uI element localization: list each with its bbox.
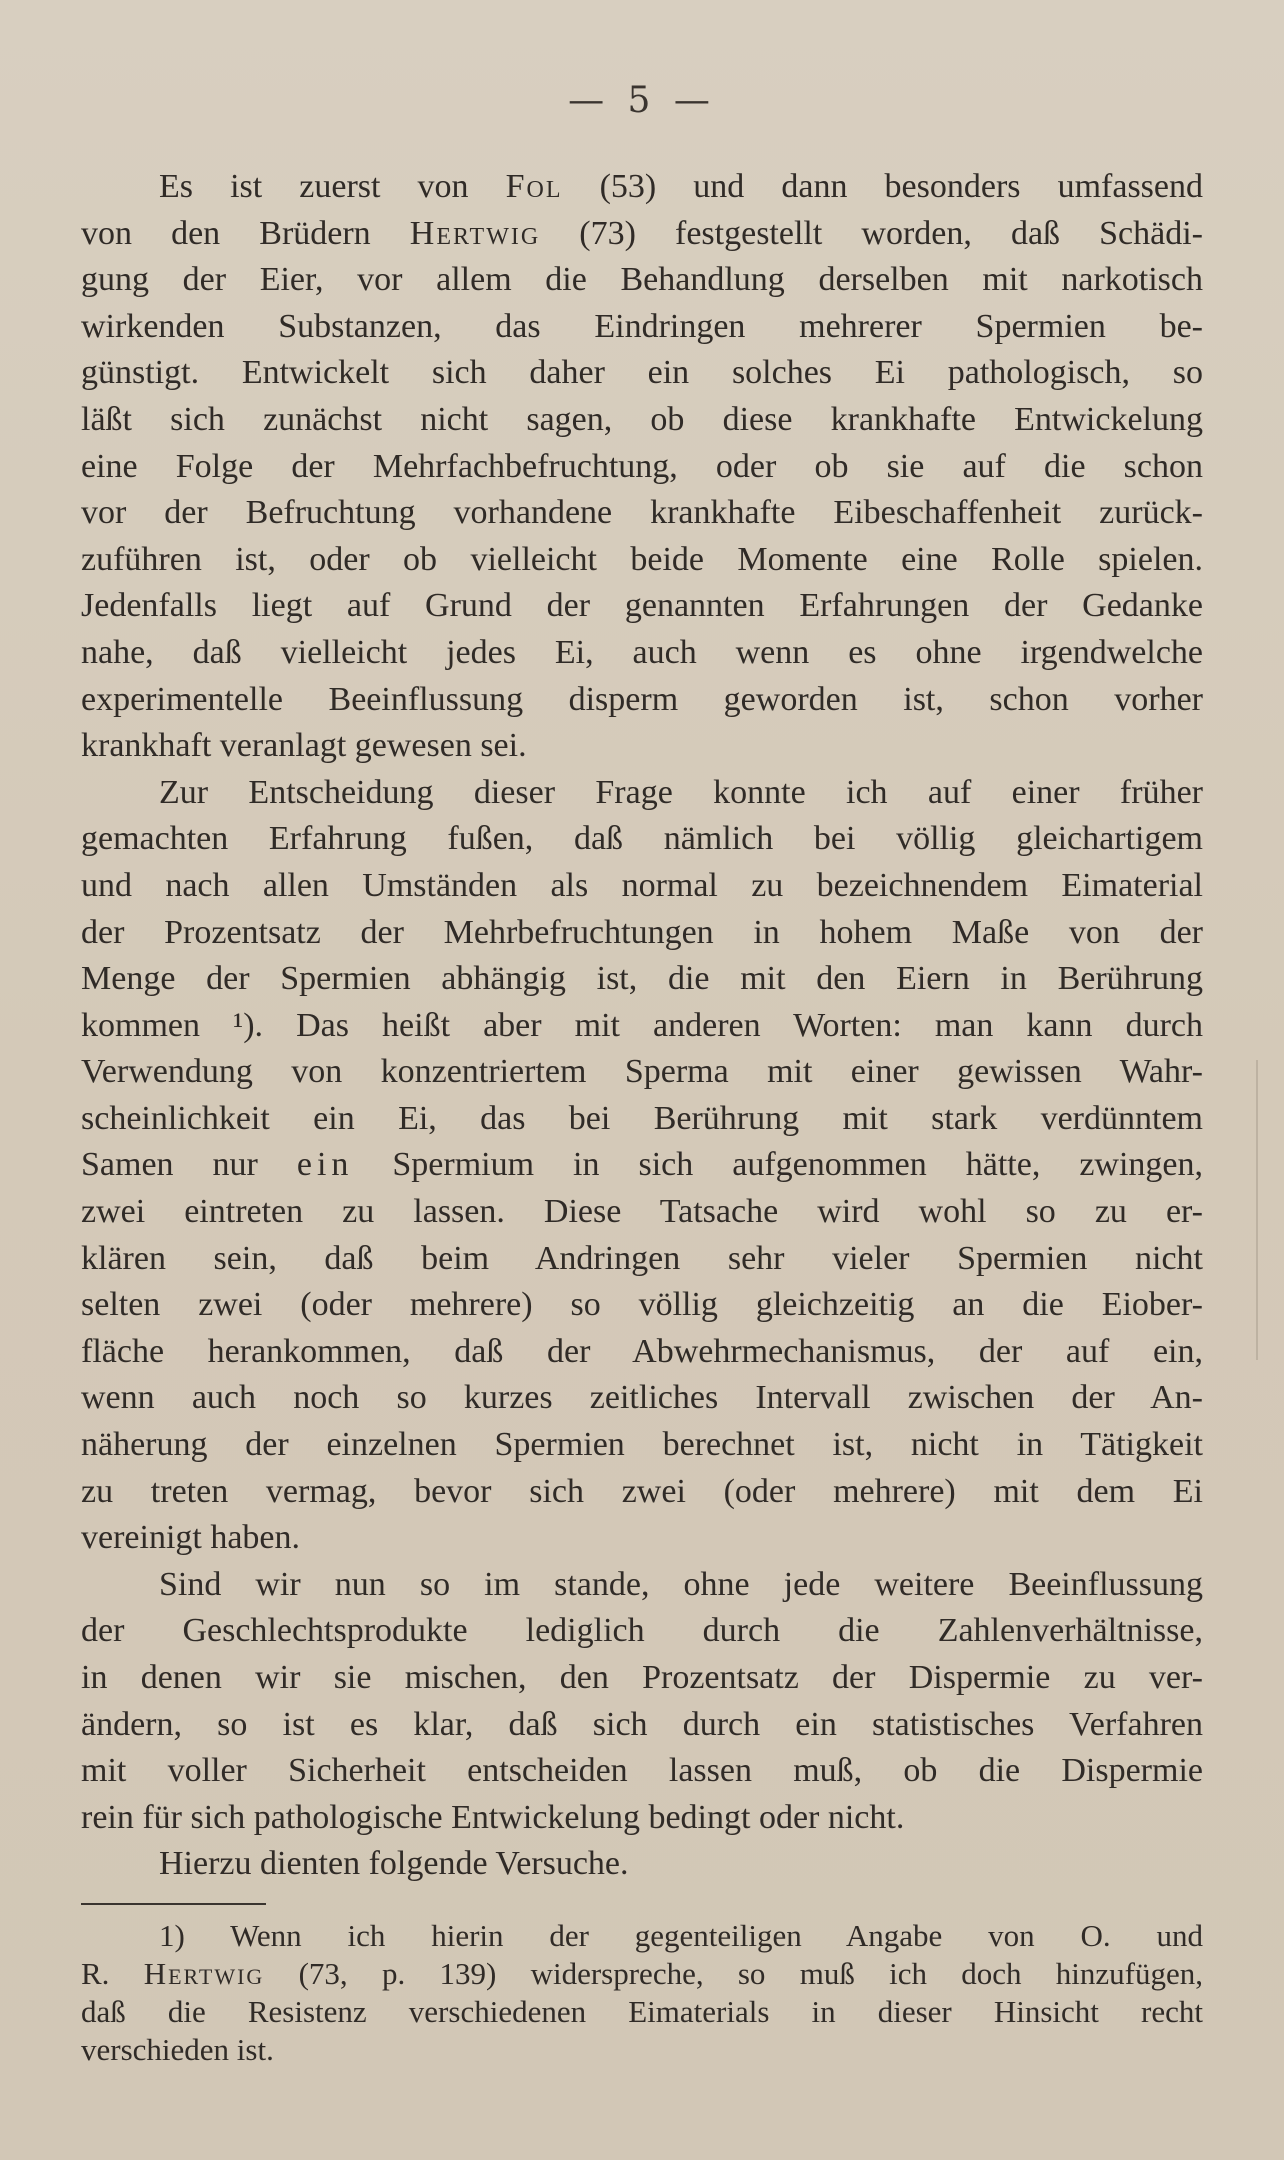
paragraph bbox=[81, 1562, 1203, 1842]
text-line: gemachten Erfahrung fußen, daß nämlich bei völlig gleichartigem bbox=[81, 820, 1203, 858]
text-line: von den Brüdern Hertwig (73) festgestellt worden, daß Schädi- bbox=[81, 214, 1203, 252]
text-line: Zur Entscheidung dieser Frage konnte ich auf einer früher bbox=[159, 773, 1203, 811]
text-line: der Geschlechtsprodukte lediglich durch die Zahlenverhältnisse, bbox=[81, 1612, 1203, 1650]
text-line: mit voller Sicherheit entscheiden lassen muß, ob die Dispermie bbox=[81, 1752, 1203, 1790]
text-line: günstigt. Entwickelt sich daher ein solches Ei pathologisch, so bbox=[81, 354, 1203, 392]
footnote-line: daß die Resistenz verschiedenen Eimaterials in dieser Hinsicht recht bbox=[81, 1994, 1203, 2029]
text-line: zu treten vermag, bevor sich zwei (oder mehrere) mit dem Ei bbox=[81, 1472, 1203, 1510]
text-line: rein für sich pathologische Entwickelung bedingt oder nicht. bbox=[81, 1798, 905, 1836]
text-line: Jedenfalls liegt auf Grund der genannten Erfahrungen der Gedanke bbox=[81, 587, 1203, 625]
footnote-line: R. Hertwig (73, p. 139) widerspreche, so muß ich doch hinzufügen, bbox=[81, 1956, 1203, 1991]
text-line: kommen ¹). Das heißt aber mit anderen Worten: man kann durch bbox=[81, 1006, 1203, 1044]
text-line: ändern, so ist es klar, daß sich durch ein statistisches Verfahren bbox=[81, 1705, 1203, 1743]
text-line: Es ist zuerst von Fol (53) und dann besonders umfassend bbox=[159, 168, 1203, 205]
text-line: vereinigt haben. bbox=[81, 1519, 301, 1557]
text-line: zwei eintreten zu lassen. Diese Tatsache wird wohl so zu er- bbox=[81, 1193, 1203, 1231]
text-line: Samen nur ein Spermium in sich aufgenommen hätte, zwingen, bbox=[81, 1146, 1203, 1184]
page-edge-shadow bbox=[1256, 1060, 1258, 1360]
text-line: vor der Befruchtung vorhandene krankhafte Eibeschaffenheit zurück- bbox=[81, 494, 1203, 532]
text-line: Sind wir nun so im stande, ohne jede weitere Beeinflussung bbox=[159, 1565, 1203, 1603]
text-line: der Prozentsatz der Mehrbefruchtungen in hohem Maße von der bbox=[81, 913, 1203, 951]
text-line: experimentelle Beeinflussung disperm geworden ist, schon vorher bbox=[81, 680, 1203, 718]
text-line: scheinlichkeit ein Ei, das bei Berührung mit stark verdünntem bbox=[81, 1099, 1203, 1137]
footnote-line: verschieden ist. bbox=[81, 2032, 274, 2067]
text-line: Menge der Spermien abhängig ist, die mit den Eiern in Berührung bbox=[81, 960, 1203, 998]
author-name: Fol bbox=[505, 168, 563, 205]
text-line: fläche herankommen, daß der Abwehrmechanismus, der auf ein, bbox=[81, 1332, 1203, 1370]
text-line: Hierzu dienten folgende Versuche. bbox=[159, 1845, 629, 1883]
author-name: Hertwig bbox=[409, 214, 541, 252]
footnote-divider bbox=[81, 1903, 266, 1905]
footnote bbox=[81, 1917, 1203, 2069]
paragraph bbox=[81, 164, 1203, 770]
paragraph bbox=[81, 1841, 1203, 1888]
text-line: in denen wir sie mischen, den Prozentsatz der Dispermie zu ver- bbox=[81, 1659, 1203, 1696]
text-line: wenn auch noch so kurzes zeitliches Intervall zwischen der An- bbox=[81, 1379, 1203, 1417]
footnote-line: 1) Wenn ich hierin der gegenteiligen Angabe von O. und bbox=[159, 1918, 1203, 1953]
text-line: nahe, daß vielleicht jedes Ei, auch wenn es ohne irgendwelche bbox=[81, 633, 1203, 671]
author-name: Hertwig bbox=[143, 1956, 265, 1991]
paragraph bbox=[81, 770, 1203, 1562]
text-line: eine Folge der Mehrfachbefruchtung, oder ob sie auf die schon bbox=[81, 447, 1203, 485]
body-text bbox=[81, 164, 1203, 1888]
text-line: und nach allen Umständen als normal zu bezeichnendem Eimaterial bbox=[81, 866, 1203, 904]
text-line: selten zwei (oder mehrere) so völlig gleichzeitig an die Eiober- bbox=[81, 1286, 1203, 1324]
text-line: näherung der einzelnen Spermien berechnet ist, nicht in Tätigkeit bbox=[81, 1426, 1203, 1464]
text-line: krankhaft veranlagt gewesen sei. bbox=[81, 727, 527, 765]
text-line: wirkenden Substanzen, das Eindringen mehrerer Spermien be- bbox=[81, 307, 1203, 345]
text-line: zuführen ist, oder ob vielleicht beide Momente eine Rolle spielen. bbox=[81, 540, 1203, 578]
text-line: gung der Eier, vor allem die Behandlung derselben mit narkotisch bbox=[81, 261, 1203, 299]
emphasized-word: ein bbox=[296, 1146, 354, 1184]
page-number: — 5 — bbox=[568, 80, 716, 121]
text-line: Verwendung von konzentriertem Sperma mit einer gewissen Wahr- bbox=[81, 1053, 1203, 1091]
text-line: klären sein, daß beim Andringen sehr vieler Spermien nicht bbox=[81, 1239, 1203, 1277]
text-line: läßt sich zunächst nicht sagen, ob diese krankhafte Entwickelung bbox=[81, 400, 1203, 438]
